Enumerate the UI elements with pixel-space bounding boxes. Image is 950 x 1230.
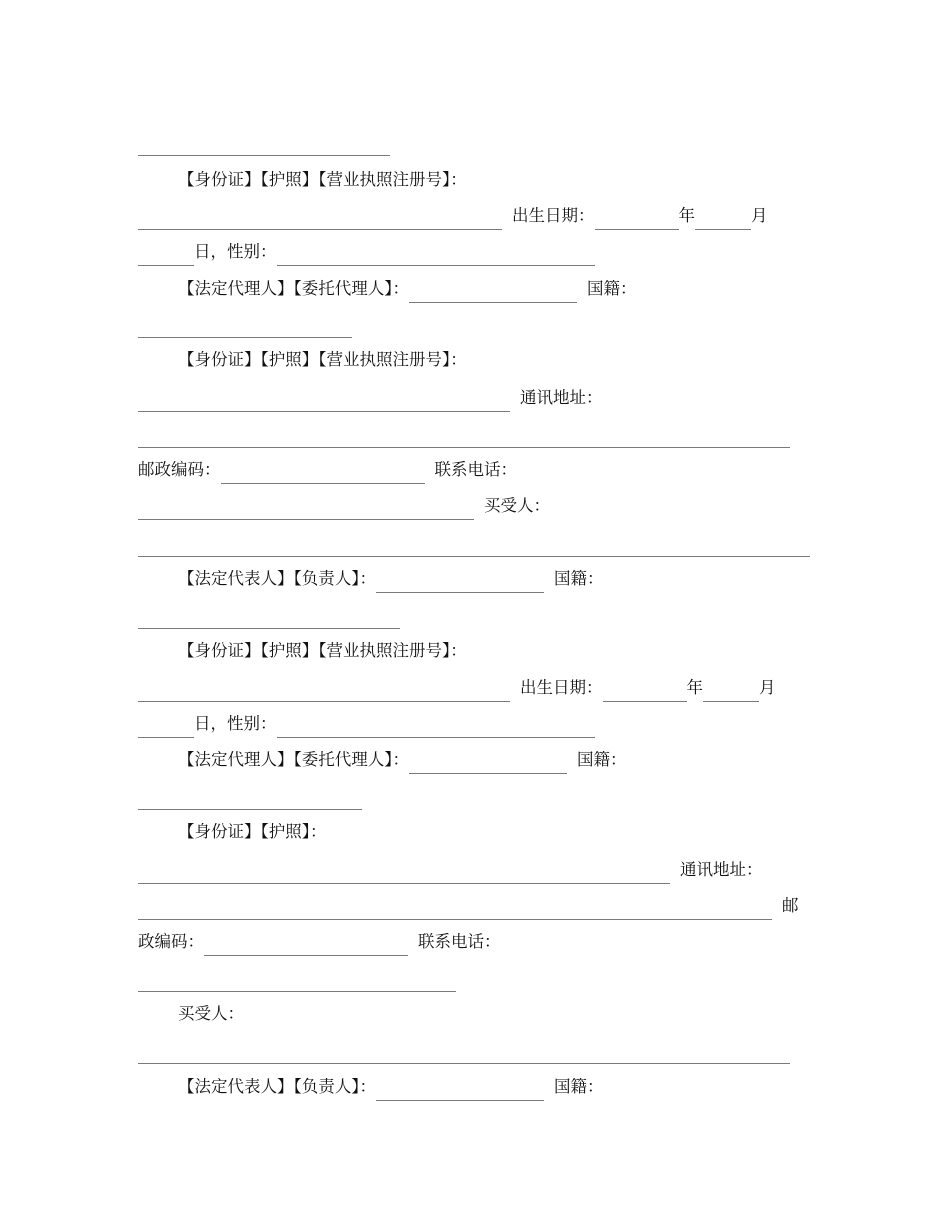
postal-code-field[interactable] [221,463,425,484]
form-row [138,384,603,412]
buyer-label: 买受人： [484,496,550,515]
form-row [138,856,763,884]
gender-field[interactable] [277,245,595,266]
day-gender-label: 日，性别： [194,242,277,261]
id-type-label: 【身份证】【护照】【营业执照注册号】： [178,170,467,189]
legal-rep-label: 【法定代表人】【负责人】： [178,1077,376,1096]
form-row [178,565,604,593]
legal-agent-label: 【法定代理人】【委托代理人】： [178,750,409,769]
postal-code-field[interactable] [204,935,408,956]
legal-rep-label: 【法定代表人】【负责人】： [178,569,376,588]
form-row [138,310,362,338]
birth-date-label: 出生日期： [512,206,595,225]
address-field[interactable] [138,427,790,448]
nationality-label: 国籍： [554,569,604,588]
form-row [138,964,466,992]
form-row [138,928,501,956]
id-number-field[interactable] [138,681,510,702]
id-type-label: 【身份证】【护照】： [178,822,327,841]
legal-rep-field[interactable] [376,1080,544,1101]
id-number-field[interactable] [138,391,510,412]
form-row [138,1036,800,1064]
legal-agent-label: 【法定代理人】【委托代理人】： [178,279,409,298]
form-row [138,202,768,230]
month-label: 月 [759,678,776,697]
birth-month-field[interactable] [695,209,751,230]
form-row [178,346,467,374]
postal-code-label-part: 政编码： [138,932,204,951]
id-number-field[interactable] [138,863,670,884]
nationality-label: 国籍： [554,1077,604,1096]
id-number-field[interactable] [138,209,502,230]
form-row [138,892,799,920]
buyer-name-field[interactable] [138,1043,790,1064]
buyer-name-field[interactable] [138,536,810,557]
form-row [138,238,605,266]
form-row [178,1000,244,1028]
postal-code-label: 邮政编码： [138,460,221,479]
year-label: 年 [678,206,695,225]
form-row [138,529,820,557]
nationality-label: 国籍： [587,279,637,298]
birth-day-field[interactable] [138,245,194,266]
form-row [138,492,550,520]
postal-code-label-part: 邮 [782,896,799,915]
form-row [178,818,327,846]
birth-day-field[interactable] [138,717,194,738]
birth-date-label: 出生日期： [520,678,603,697]
buyer-label: 买受人： [178,1004,244,1023]
month-label: 月 [751,206,768,225]
agent-name-field[interactable] [409,753,567,774]
address-label: 通讯地址： [520,388,603,407]
form-row [138,128,400,156]
agent-name-field[interactable] [409,282,577,303]
nationality-label: 国籍： [577,750,627,769]
phone-field[interactable] [138,971,456,992]
form-row [138,674,776,702]
phone-field[interactable] [138,499,474,520]
nationality-field[interactable] [138,789,362,810]
phone-label: 联系电话： [418,932,501,951]
address-label: 通讯地址： [680,860,763,879]
form-row [138,782,372,810]
form-row [178,275,637,303]
birth-year-field[interactable] [595,209,679,230]
form-row [178,1073,604,1101]
form-row [138,710,605,738]
form-row [178,166,467,194]
legal-rep-field[interactable] [376,572,544,593]
address-field[interactable] [138,899,772,920]
gender-field[interactable] [277,717,595,738]
form-row [138,420,800,448]
nationality-field[interactable] [138,608,400,629]
form-row [138,601,410,629]
birth-year-field[interactable] [603,681,687,702]
birth-month-field[interactable] [703,681,759,702]
nationality-field[interactable] [138,317,352,338]
day-gender-label: 日，性别： [194,714,277,733]
blank-field[interactable] [138,135,390,156]
year-label: 年 [686,678,703,697]
form-row [138,456,517,484]
id-type-label: 【身份证】【护照】【营业执照注册号】： [178,641,467,660]
id-type-label: 【身份证】【护照】【营业执照注册号】： [178,350,467,369]
form-row [178,746,627,774]
phone-label: 联系电话： [434,460,517,479]
form-row [178,637,467,665]
